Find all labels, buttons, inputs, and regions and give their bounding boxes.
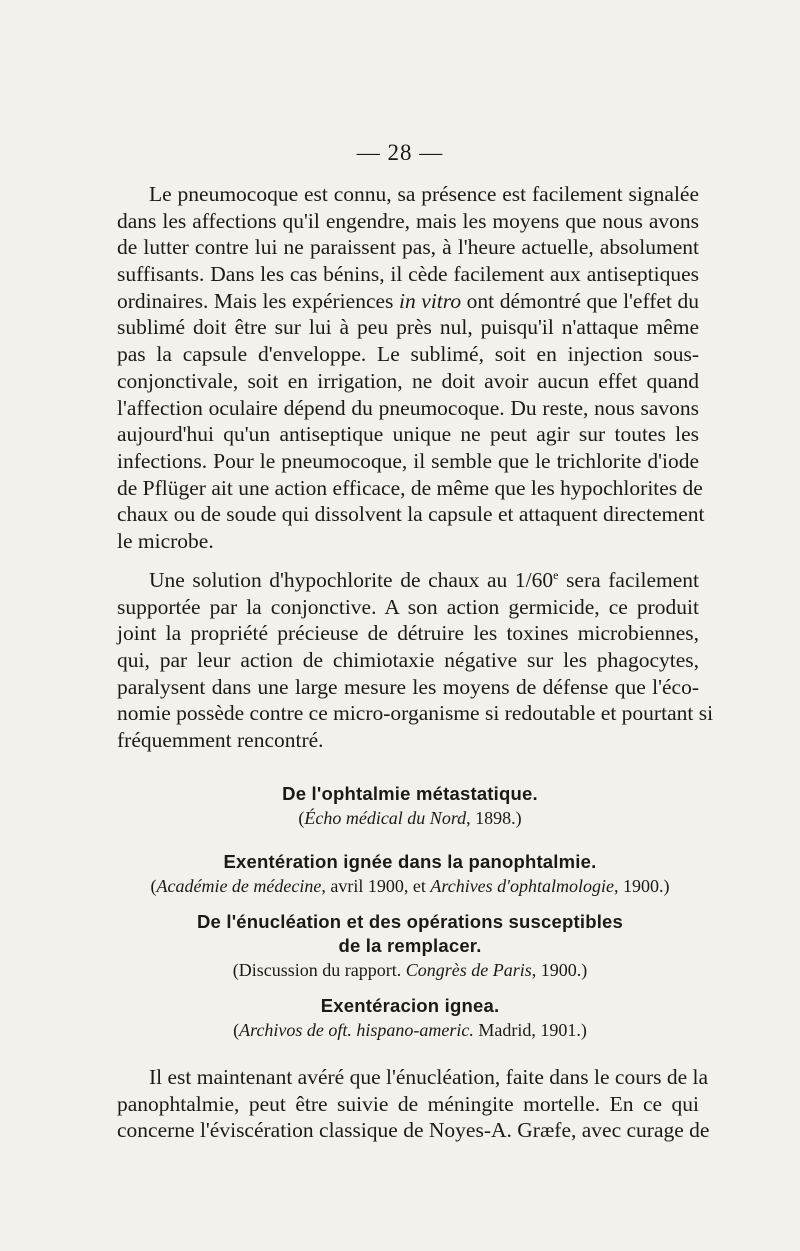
paragraph-enucleation xyxy=(117,1064,710,1144)
text-line: l'affection oculaire dépend du pneumocoque. Du reste, nous savons xyxy=(117,395,699,420)
text-run: sera facilement xyxy=(558,568,700,592)
source-run: Congrès de Paris xyxy=(405,960,532,980)
entry-source xyxy=(100,1018,720,1042)
entry-source xyxy=(100,874,720,898)
text-line: supportée par la conjonctive. A son action germicide, ce produit xyxy=(117,594,699,619)
source-run: ( xyxy=(233,1020,240,1040)
text-line: nomie possède contre ce micro-organisme si redoutable et pourtant si xyxy=(117,701,714,726)
text-line: chaux ou de soude qui dissolvent la capsule et attaquent directement xyxy=(117,502,705,527)
entry-title: de la remplacer. xyxy=(338,935,482,956)
source-run: , 1900.) xyxy=(531,960,588,980)
text-line: de lutter contre lui ne paraissent pas, à l'heure actuelle, absolument xyxy=(117,235,699,260)
page-number: — 28 — xyxy=(356,140,444,165)
entry-title: Exentéracion ignea. xyxy=(320,995,500,1016)
bibliography-entry-exenteracion-ignea xyxy=(100,994,720,1042)
text-line: aujourd'hui qu'un antiseptique unique ne peut agir sur toutes les xyxy=(117,422,699,447)
text-line: suffisants. Dans les cas bénins, il cède facilement aux antiseptiques xyxy=(117,262,699,287)
text-line xyxy=(117,288,699,315)
source-run: Madrid, 1901.) xyxy=(473,1020,587,1040)
entry-source xyxy=(100,958,720,982)
text-run: ordinaires. Mais les expériences xyxy=(117,288,399,313)
source-run: Écho médical du Nord xyxy=(304,808,467,828)
entry-title: De l'énucléation et des opérations susceptibles xyxy=(196,911,624,932)
entry-title: De l'ophtalmie métastatique. xyxy=(282,783,538,804)
text-line: dans les affections qu'il engendre, mais les moyens que nous avons xyxy=(117,208,699,233)
text-line: joint la propriété précieuse de détruire les toxines microbiennes, xyxy=(117,621,699,646)
text-line: concerne l'éviscération classique de Noyes-A. Græfe, avec curage de xyxy=(117,1118,710,1143)
source-run: Académie de médecine xyxy=(156,876,322,896)
bibliography-entry-exenteration-ignee xyxy=(100,850,720,898)
text-line: Le pneumocoque est connu, sa présence est facilement signalée xyxy=(149,182,699,206)
source-run: ( xyxy=(150,876,157,896)
text-run: Une solution d'hypochlorite de chaux au 1/60 xyxy=(149,568,554,592)
source-run: Archives d'ophtalmologie xyxy=(430,876,615,896)
text-line: qui, par leur action de chimiotaxie négative sur les phagocytes, xyxy=(117,648,699,673)
text-line: le microbe. xyxy=(117,528,214,553)
source-run: ( xyxy=(298,808,305,828)
text-line: panophtalmie, peut être suivie de méningite mortelle. En ce qui xyxy=(117,1091,699,1116)
text-line: sublimé doit être sur lui à peu près nul, puisqu'il n'attaque même xyxy=(117,315,699,340)
bibliography-entry-ophtalmie-metastatique xyxy=(100,782,720,830)
paragraph-hypochlorite xyxy=(117,567,714,754)
source-run: , 1900.) xyxy=(614,876,670,896)
text-line: paralysent dans une large mesure les moyens de défense que l'éco- xyxy=(117,674,699,699)
source-run: (Discussion du rapport. xyxy=(232,960,406,980)
source-run: , 1898.) xyxy=(466,808,522,828)
text-line: infections. Pour le pneumocoque, il semble que le trichlorite d'iode xyxy=(117,448,699,473)
text-line: Il est maintenant avéré que l'énucléation, faite dans le cours de la xyxy=(149,1065,709,1089)
text-line xyxy=(117,567,699,594)
source-run: Archivos de oft. hispano-americ. xyxy=(239,1020,474,1040)
bibliography-entry-enucleation xyxy=(100,910,720,982)
entry-source xyxy=(100,806,720,830)
text-run: ont démontré que l'effet du xyxy=(461,288,699,313)
text-line: fréquemment rencontré. xyxy=(117,728,324,753)
entry-title: Exentération ignée dans la panophtalmie. xyxy=(223,851,597,872)
text-line: pas la capsule d'enveloppe. Le sublimé, soit en injection sous- xyxy=(117,342,699,367)
paragraph-pneumocoque xyxy=(117,181,705,555)
source-run: , avril 1900, et xyxy=(321,876,431,896)
text-line: de Pflüger ait une action efficace, de même que les hypochlorites de xyxy=(117,475,703,500)
text-line: conjonctivale, soit en irrigation, ne doit avoir aucun effet quand xyxy=(117,368,699,393)
text-run: in vitro xyxy=(398,288,462,313)
text-run: e xyxy=(553,567,559,582)
